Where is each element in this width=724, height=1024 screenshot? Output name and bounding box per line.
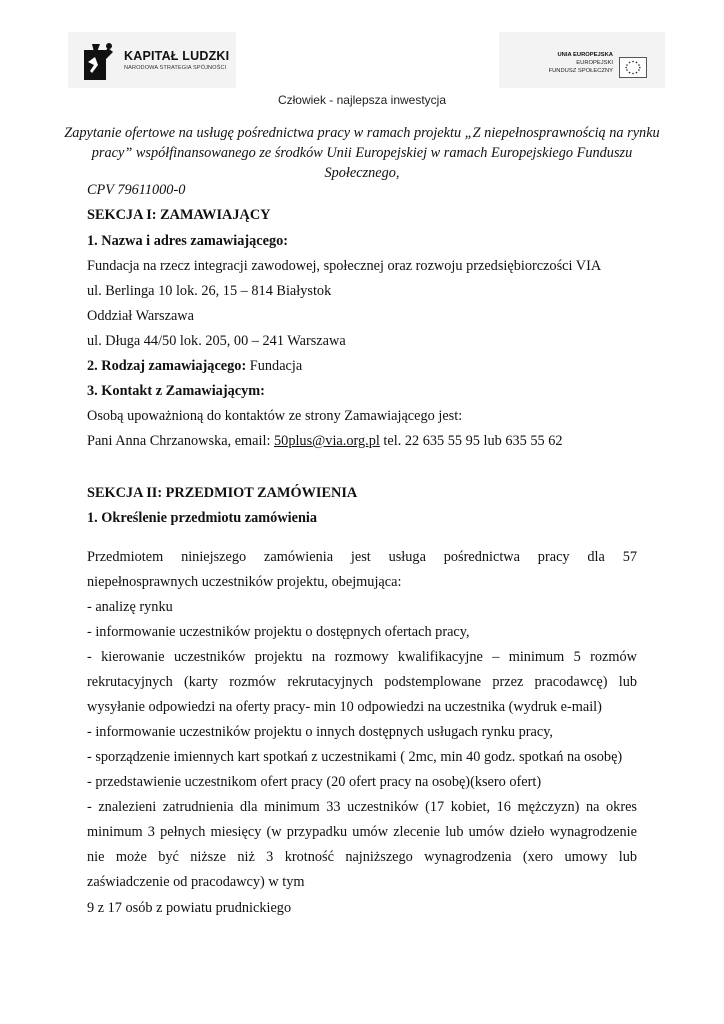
eu-logo-line-3: FUNDUSZ SPOŁECZNY [548,68,613,74]
eu-logo-line-1: UNIA EUROPEJSKA [557,52,613,58]
subject-intro-paragraph: Przedmiotem niniejszego zamówienia jest usługa pośrednictwa pracy dla 57 niepełnosprawnych uczestników projektu, obejmująca: [87,549,637,590]
list-item: - kierowanie uczestników projektu na rozmowy kwalifikacyjne – minimum 5 rozmów rekrutacyjnych (karty rozmów rekrutacyjnych podstemplowane przez pracodawcę) lub wysyłanie odpowiedzi na oferty pracy- min 10 odpowiedzi na uczestnika (wydruk e-mail) [87,649,637,715]
eu-logo-line-2: EUROPEJSKI [576,60,613,66]
list-item: - znalezieni zatrudnienia dla minimum 33 uczestników (17 kobiet, 16 mężczyzn) na okres minimum 3 pełnych miesięcy (w przypadku umów zlecenie lub umów dzieło wynagrodzenie nie może być niższe niż 3 krotność najniższego wynagrodzenia (xero umowy lub zaświadczenie od pracodawcy) w tym [87,799,637,890]
eu-logo [499,32,665,88]
kapital-ludzki-logo [68,32,236,88]
eu-flag-icon [619,57,647,78]
section-2-heading: SEKCJA II: PRZEDMIOT ZAMÓWIENIA [87,485,358,501]
contact-email-link[interactable]: 50plus@via.org.pl [274,433,380,449]
contact-line [87,433,563,450]
logo-subtitle: NARODOWA STRATEGIA SPÓJNOŚCI [124,65,227,71]
contact-person: Pani Anna Chrzanowska, email: [87,433,275,449]
organization-name: Fundacja na rzecz integracji zawodowej, społecznej oraz rozwoju przedsiębiorczości VIA [87,258,602,274]
list-item: - analizę rynku [87,599,173,615]
list-item: - informowanie uczestników projektu o dostępnych ofertach pracy, [87,624,470,640]
name-address-heading: 1. Nazwa i adres zamawiającego: [87,233,289,249]
list-item: - informowanie uczestników projektu o innych dostępnych usługach rynku pracy, [87,724,553,740]
kapital-ludzki-emblem-icon [82,40,116,82]
regional-note: 9 z 17 osób z powiatu prudnickiego [87,900,292,916]
tagline: Człowiek - najlepsza inwestycja [277,93,447,107]
address-bialystok: ul. Berlinga 10 lok. 26, 15 – 814 Białystok [87,283,332,299]
contractor-type-value: Fundacja [246,358,303,374]
logo-title: KAPITAŁ LUDZKI [124,49,230,63]
branch-name: Oddział Warszawa [87,308,194,324]
section-1-heading: SEKCJA I: ZAMAWIAJĄCY [87,207,271,223]
contractor-type [87,358,302,375]
subject-heading: 1. Określenie przedmiotu zamówienia [87,510,318,526]
cpv-code: CPV 79611000-0 [87,182,186,198]
list-item: - sporządzenie imiennych kart spotkań z uczestnikami ( 2mc, min 40 godz. spotkań na osobę) [87,749,623,765]
contact-phone: tel. 22 635 55 95 lub 635 55 62 [379,433,563,449]
contractor-type-label: 2. Rodzaj zamawiającego: [87,358,247,374]
list-item: - przedstawienie uczestnikom ofert pracy (20 ofert pracy na osobę)(ksero ofert) [87,774,542,790]
address-warszawa: ul. Długa 44/50 lok. 205, 00 – 241 Warszawa [87,333,346,349]
intro-paragraph: Zapytanie ofertowe na usługę pośrednictwa pracy w ramach projektu „Z niepełnosprawnością na rynku pracy” współfinansowanego ze środków Unii Europejskiej w ramach Europejskiego Funduszu Społecznego, [64,125,660,181]
contact-intro: Osobą upoważnioną do kontaktów ze strony Zamawiającego jest: [87,408,463,424]
contact-heading: 3. Kontakt z Zamawiającym: [87,383,265,399]
